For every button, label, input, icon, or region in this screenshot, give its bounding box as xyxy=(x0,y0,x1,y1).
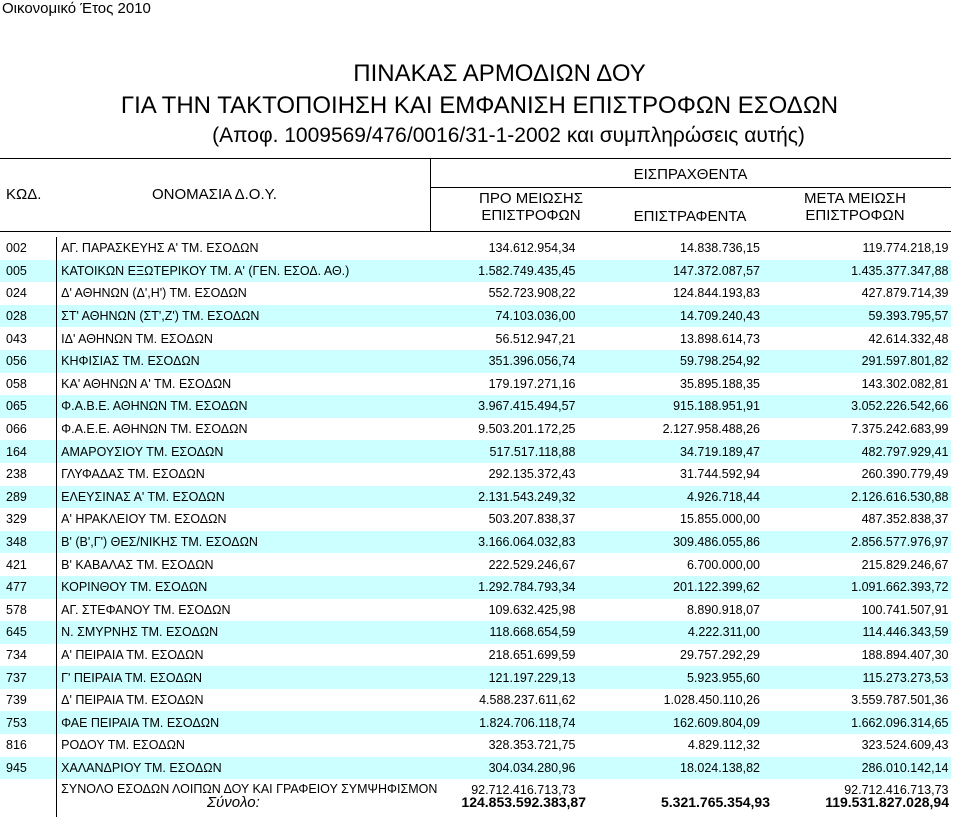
before-cell: 3.166.064.032,83 xyxy=(444,531,575,554)
after-cell: 2.856.577.976,97 xyxy=(760,531,951,554)
total-before: 124.853.592.383,87 xyxy=(461,794,586,810)
refunded-cell: 915.188.951,91 xyxy=(576,395,760,418)
code-cell: 005 xyxy=(0,260,57,283)
after-cell: 100.741.507,91 xyxy=(861,602,949,617)
table-row xyxy=(0,418,951,441)
after-cell: 3.052.226.542,66 xyxy=(760,395,951,418)
after-cell: 188.894.407,30 xyxy=(861,647,949,662)
after-cell: 2.126.616.530,88 xyxy=(760,486,951,509)
name-cell: ΑΓ. ΠΑΡΑΣΚΕΥΗΣ Α' ΤΜ. ΕΣΟΔΩΝ xyxy=(61,241,259,256)
after-cell: 119.774.218,19 xyxy=(862,241,949,256)
before-cell: 503.207.838,37 xyxy=(488,512,576,527)
name-cell: Γ' ΠΕΙΡΑΙΑ ΤΜ. ΕΣΟΔΩΝ xyxy=(57,666,445,689)
table-row xyxy=(0,689,951,712)
col-header-after-line2: ΕΠΙΣΤΡΟΦΩΝ xyxy=(805,207,905,224)
name-cell: ΑΜΑΡΟΥΣΙΟΥ ΤΜ. ΕΣΟΔΩΝ xyxy=(57,440,445,463)
code-cell: 421 xyxy=(0,553,57,576)
table-row xyxy=(0,757,951,780)
refunded-cell: 4.222.311,00 xyxy=(576,621,760,644)
name-cell: Β' ΚΑΒΑΛΑΣ ΤΜ. ΕΣΟΔΩΝ xyxy=(61,557,214,572)
name-cell: ΣΤ' ΑΘΗΝΩΝ (ΣΤ',Ζ') ΤΜ. ΕΣΟΔΩΝ xyxy=(57,305,445,328)
refunded-cell: 31.744.592,94 xyxy=(680,467,760,482)
code-cell: 348 xyxy=(0,531,57,554)
code-cell: 737 xyxy=(0,666,57,689)
name-cell: ΓΛΥΦΑΔΑΣ ΤΜ. ΕΣΟΔΩΝ xyxy=(61,467,205,482)
name-cell: ΕΛΕΥΣΙΝΑΣ Α' ΤΜ. ΕΣΟΔΩΝ xyxy=(57,486,445,509)
code-cell: 734 xyxy=(0,644,57,667)
before-cell: 92.712.416.713,73 xyxy=(471,783,576,798)
name-cell: ΚΟΡΙΝΘΟΥ ΤΜ. ΕΣΟΔΩΝ xyxy=(57,576,445,599)
before-cell: 56.512.947,21 xyxy=(495,331,576,346)
before-cell: 9.503.201.172,25 xyxy=(478,422,576,437)
before-cell: 3.967.415.494,57 xyxy=(444,395,575,418)
after-cell: 323.524.609,43 xyxy=(861,738,949,753)
name-cell: Δ' ΠΕΙΡΑΙΑ ΤΜ. ΕΣΟΔΩΝ xyxy=(61,693,204,708)
total-after: 119.531.827.028,94 xyxy=(825,794,949,810)
table-row xyxy=(0,711,951,734)
code-cell: 289 xyxy=(0,486,57,509)
refunded-cell: 124.844.193,83 xyxy=(673,286,760,301)
col-header-group: ΕΙΣΠΡΑΧΘΕΝΤΑ xyxy=(633,166,748,183)
before-cell: 109.632.425,98 xyxy=(488,602,576,617)
table-row xyxy=(0,350,951,373)
refunded-cell: 2.127.958.488,26 xyxy=(662,422,760,437)
before-cell: 179.197.271,16 xyxy=(488,376,576,391)
code-cell: 024 xyxy=(0,282,57,305)
code-cell: 816 xyxy=(0,734,57,757)
code-cell: 945 xyxy=(0,757,57,780)
before-cell: 118.668.654,59 xyxy=(444,621,575,644)
document-subtitle: (Αποφ. 1009569/476/0016/31-1-2002 και συμπληρώσεις αυτής) xyxy=(212,124,805,147)
after-cell: 1.662.096.314,65 xyxy=(760,711,951,734)
name-cell: Α' ΠΕΙΡΑΙΑ ΤΜ. ΕΣΟΔΩΝ xyxy=(61,647,204,662)
table-row xyxy=(0,373,951,396)
after-cell: 286.010.142,14 xyxy=(760,757,951,780)
after-cell: 1.435.377.347,88 xyxy=(760,260,951,283)
name-cell: ΡΟΔΟΥ ΤΜ. ΕΣΟΔΩΝ xyxy=(61,738,185,753)
before-cell: 351.396.056,74 xyxy=(444,350,575,373)
refunded-cell: 5.923.955,60 xyxy=(576,666,760,689)
refunded-cell: 18.024.138,82 xyxy=(576,757,760,780)
before-cell: 1.582.749.435,45 xyxy=(444,260,575,283)
before-cell: 304.034.280,96 xyxy=(444,757,575,780)
refunded-cell: 1.028.450.110,26 xyxy=(663,693,760,708)
after-cell: 7.375.242.683,99 xyxy=(851,422,949,437)
name-cell: ΙΔ' ΑΘΗΝΩΝ ΤΜ. ΕΣΟΔΩΝ xyxy=(61,331,213,346)
table-row xyxy=(0,260,951,283)
refunded-cell: 6.700.000,00 xyxy=(686,557,760,572)
after-cell: 260.390.779,49 xyxy=(861,467,949,482)
col-header-after-line1: ΜΕΤΑ ΜΕΙΩΣΗ xyxy=(804,190,906,207)
table-row xyxy=(0,576,951,599)
col-header-before-line2: ΕΠΙΣΤΡΟΦΩΝ xyxy=(481,207,581,224)
refunded-cell: 162.609.804,09 xyxy=(576,711,760,734)
header-bottom-rule xyxy=(0,231,951,232)
code-cell: 066 xyxy=(0,418,57,441)
refunded-cell: 14.709.240,43 xyxy=(576,305,760,328)
before-cell: 121.197.229,13 xyxy=(444,666,575,689)
after-cell: 215.829.246,67 xyxy=(861,557,949,572)
name-cell: ΚΑ' ΑΘΗΝΩΝ Α' ΤΜ. ΕΣΟΔΩΝ xyxy=(61,376,232,391)
table-row xyxy=(0,508,951,531)
col-header-refunded: ΕΠΙΣΤΡΑΦΕΝΤΑ xyxy=(633,208,747,225)
before-cell: 134.612.954,34 xyxy=(488,241,576,256)
before-cell: 328.353.721,75 xyxy=(488,738,576,753)
code-cell: 238 xyxy=(0,463,57,486)
code-cell: 578 xyxy=(0,599,57,622)
table-row xyxy=(0,305,951,328)
before-cell: 2.131.543.249,32 xyxy=(444,486,575,509)
code-cell: 164 xyxy=(0,440,57,463)
before-cell: 74.103.036,00 xyxy=(444,305,575,328)
after-cell: 427.879.714,39 xyxy=(861,286,949,301)
code-cell: 056 xyxy=(0,350,57,373)
name-cell: Δ' ΑΘΗΝΩΝ (Δ',Η') ΤΜ. ΕΣΟΔΩΝ xyxy=(61,286,247,301)
table-row xyxy=(0,395,951,418)
code-cell: 058 xyxy=(0,373,57,396)
refunded-cell: 8.890.918,07 xyxy=(686,602,760,617)
refunded-cell: 15.855.000,00 xyxy=(680,512,760,527)
fiscal-year: Οικονομικό Έτος 2010 xyxy=(2,0,151,17)
total-row xyxy=(0,793,951,813)
code-cell: 043 xyxy=(0,327,57,350)
table-row xyxy=(0,553,951,576)
name-cell: ΦΑΕ ΠΕΙΡΑΙΑ ΤΜ. ΕΣΟΔΩΝ xyxy=(57,711,445,734)
document-title-line2: ΓΙΑ ΤΗΝ ΤΑΚΤΟΠΟΙΗΣΗ ΚΑΙ ΕΜΦΑΝΙΣΗ ΕΠΙΣΤΡΟΦΩΝ ΕΣΟΔΩΝ xyxy=(120,92,839,119)
after-cell: 115.273.273,53 xyxy=(760,666,951,689)
code-cell: 753 xyxy=(0,711,57,734)
name-cell: Φ.Α.Ε.Ε. ΑΘΗΝΩΝ ΤΜ. ΕΣΟΔΩΝ xyxy=(61,422,248,437)
before-cell: 517.517.118,88 xyxy=(444,440,575,463)
refunded-cell: 309.486.055,86 xyxy=(576,531,760,554)
after-cell: 143.302.082,81 xyxy=(861,376,949,391)
before-cell: 1.824.706.118,74 xyxy=(444,711,575,734)
name-cell: ΑΓ. ΣΤΕΦΑΝΟΥ ΤΜ. ΕΣΟΔΩΝ xyxy=(61,602,231,617)
table-row xyxy=(0,486,951,509)
before-cell: 1.292.784.793,34 xyxy=(444,576,575,599)
before-cell: 292.135.372,43 xyxy=(488,467,576,482)
name-cell: Α' ΗΡΑΚΛΕΙΟΥ ΤΜ. ΕΣΟΔΩΝ xyxy=(61,512,227,527)
name-cell: ΣΥΝΟΛΟ ΕΣΟΔΩΝ ΛΟΙΠΩΝ ΔΟΥ ΚΑΙ ΓΡΑΦΕΙΟΥ ΣΥΜΨΗΦΙΣΜΟΝ xyxy=(61,782,438,797)
document-title: ΠΙΝΑΚΑΣ ΑΡΜΟΔΙΩΝ ΔΟΥ xyxy=(353,60,646,87)
code-cell: 739 xyxy=(0,689,57,712)
col-header-after xyxy=(765,190,945,224)
refunded-cell: 34.719.189,47 xyxy=(576,440,760,463)
after-cell: 482.797.929,41 xyxy=(760,440,951,463)
code-cell: 645 xyxy=(0,621,57,644)
code-cell: 028 xyxy=(0,305,57,328)
table-body xyxy=(0,237,951,817)
refunded-cell: 35.895.188,35 xyxy=(680,376,760,391)
refunded-cell: 13.898.614,73 xyxy=(680,331,760,346)
refunded-cell: 14.838.736,15 xyxy=(680,241,760,256)
after-cell: 42.614.332,48 xyxy=(868,331,949,346)
refunded-cell: 59.798.254,92 xyxy=(576,350,760,373)
refunded-cell: 4.926.718,44 xyxy=(576,486,760,509)
before-cell: 552.723.908,22 xyxy=(488,286,576,301)
refunded-cell: 4.829.112,32 xyxy=(687,738,760,753)
code-cell: 329 xyxy=(0,508,57,531)
refunds-table xyxy=(0,237,951,817)
name-cell: ΚΑΤΟΙΚΩΝ ΕΞΩΤΕΡΙΚΟΥ ΤΜ. Α' (ΓΕΝ. ΕΣΟΔ. ΑΘ.) xyxy=(57,260,445,283)
name-cell: ΧΑΛΑΝΔΡΙΟΥ ΤΜ. ΕΣΟΔΩΝ xyxy=(57,757,445,780)
after-cell: 487.352.838,37 xyxy=(861,512,949,527)
table-row xyxy=(0,440,951,463)
table-row xyxy=(0,599,951,622)
col-header-code: ΚΩΔ. xyxy=(6,186,42,203)
table-row xyxy=(0,237,951,260)
after-cell: 114.446.343,59 xyxy=(760,621,951,644)
total-label: Σύνολο: xyxy=(207,794,260,811)
code-cell: 477 xyxy=(0,576,57,599)
code-cell: 065 xyxy=(0,395,57,418)
after-cell: 1.091.662.393,72 xyxy=(760,576,951,599)
table-row xyxy=(0,644,951,667)
table-row xyxy=(0,666,951,689)
before-cell: 222.529.246,67 xyxy=(488,557,576,572)
table-row xyxy=(0,734,951,757)
after-cell: 3.559.787.501,36 xyxy=(851,693,949,708)
col-header-before-line1: ΠΡΟ ΜΕΙΩΣΗΣ xyxy=(479,190,583,207)
refunded-cell: 147.372.087,57 xyxy=(576,260,760,283)
after-cell: 92.712.416.713,73 xyxy=(844,783,949,798)
table-row xyxy=(0,463,951,486)
table-row xyxy=(0,327,951,350)
after-cell: 59.393.795,57 xyxy=(760,305,951,328)
code-cell: 002 xyxy=(0,237,57,260)
refunded-cell: 201.122.399,62 xyxy=(576,576,760,599)
name-cell: Ν. ΣΜΥΡΝΗΣ ΤΜ. ΕΣΟΔΩΝ xyxy=(57,621,445,644)
table-row xyxy=(0,621,951,644)
header-top-rule xyxy=(0,158,951,159)
name-cell: Β' (Β',Γ') ΘΕΣ/ΝΙΚΗΣ ΤΜ. ΕΣΟΔΩΝ xyxy=(57,531,445,554)
name-cell: ΚΗΦΙΣΙΑΣ ΤΜ. ΕΣΟΔΩΝ xyxy=(57,350,445,373)
after-cell: 291.597.801,82 xyxy=(760,350,951,373)
table-row xyxy=(0,282,951,305)
refunded-cell: 29.757.292,29 xyxy=(680,647,760,662)
total-refunded: 5.321.765.354,93 xyxy=(661,794,770,810)
before-cell: 218.651.699,59 xyxy=(488,647,576,662)
col-header-name: ΟΝΟΜΑΣΙΑ Δ.Ο.Υ. xyxy=(152,186,277,203)
group-underline xyxy=(430,187,951,188)
before-cell: 4.588.237.611,62 xyxy=(479,693,576,708)
table-row xyxy=(0,531,951,554)
name-cell: Φ.Α.Β.Ε. ΑΘΗΝΩΝ ΤΜ. ΕΣΟΔΩΝ xyxy=(57,395,445,418)
